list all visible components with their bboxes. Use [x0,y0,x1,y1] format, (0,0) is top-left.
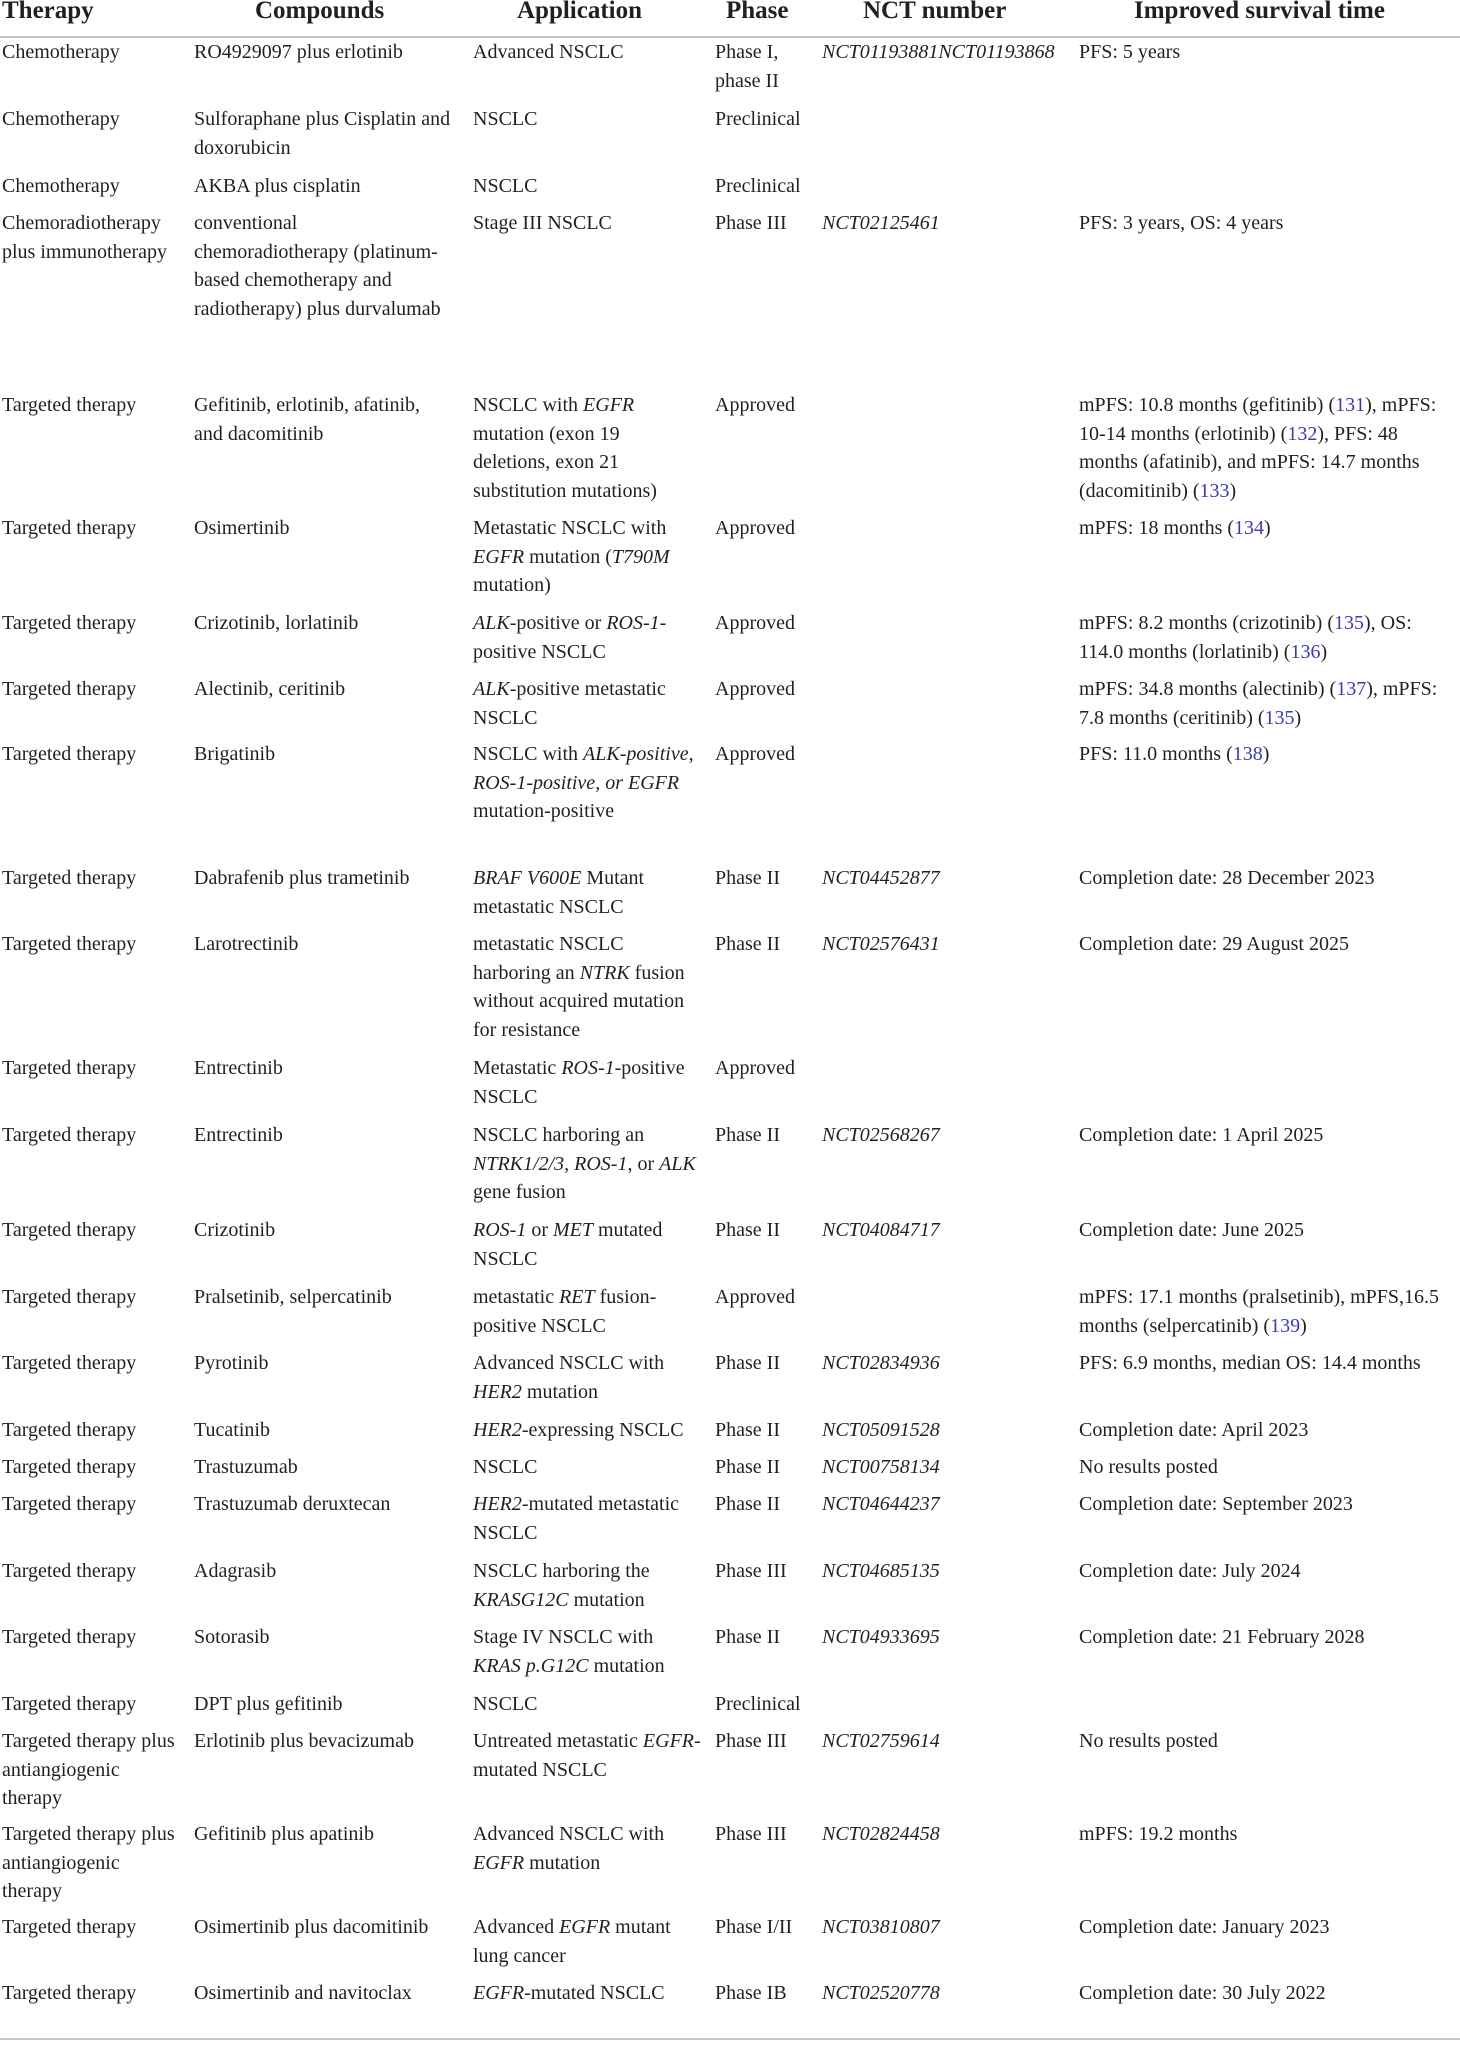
cell-application: ALK-positive metastatic NSCLC [473,678,666,729]
cell-therapy: Targeted therapy [2,1057,137,1079]
cell-application: NSCLC [473,175,538,197]
cell-application: EGFR-mutated NSCLC [473,1982,665,2004]
header-application: Application [517,0,643,24]
cell-therapy: Targeted therapy [2,1419,137,1441]
cell-therapy: Targeted therapy [2,1219,137,1241]
cell-application: Advanced EGFR mutant lung cancer [473,1916,671,1967]
cell-application: NSCLC [473,1693,538,1715]
cell-compounds: Erlotinib plus bevacizumab [194,1730,414,1752]
cell-therapy: Targeted therapy [2,1456,137,1478]
table-header [0,0,1460,38]
cell-survival: Completion date: April 2023 [1079,1419,1309,1441]
cell-application: Metastatic ROS-1-positive NSCLC [473,1057,685,1108]
cell-compounds: Trastuzumab deruxtecan [194,1493,391,1515]
cell-survival: mPFS: 10.8 months (gefitinib) (131), mPFS: 10-14 months (erlotinib) (132), PFS: 48 months (afatinib), and mPFS: 14.7 months (dacomitinib) (133) [1079,394,1437,502]
cell-compounds: Pyrotinib [194,1352,269,1374]
cell-phase: Phase II [715,1124,780,1146]
cell-compounds: Tucatinib [194,1419,270,1441]
cell-therapy: Targeted therapy [2,394,137,416]
cell-survival: Completion date: July 2024 [1079,1560,1301,1582]
cell-compounds: Crizotinib [194,1219,276,1241]
cell-application: ROS-1 or MET mutated NSCLC [473,1219,663,1270]
cell-nct: NCT02759614 [822,1730,940,1752]
cell-compounds: Larotrectinib [194,933,299,955]
cell-survival: Completion date: January 2023 [1079,1916,1330,1938]
cell-phase: Phase II [715,1626,780,1648]
cell-nct: NCT04644237 [822,1493,940,1515]
cell-compounds: Osimertinib [194,517,290,539]
cell-survival: Completion date: 21 February 2028 [1079,1626,1365,1648]
cell-survival: Completion date: 30 July 2022 [1079,1982,1326,2004]
cell-survival: Completion date: June 2025 [1079,1219,1304,1241]
header-compounds: Compounds [255,0,385,24]
cell-phase: Phase III [715,212,787,234]
cell-phase: Approved [715,394,795,416]
cell-therapy: Chemotherapy [2,108,120,130]
cell-phase: Preclinical [715,1693,801,1715]
cell-survival: mPFS: 19.2 months [1079,1823,1238,1845]
cell-nct: NCT02824458 [822,1823,940,1845]
cell-phase: Phase III [715,1823,787,1845]
table-bottom-rule [0,2038,1460,2040]
cell-survival: mPFS: 34.8 months (alectinib) (137), mPFS: 7.8 months (ceritinib) (135) [1079,678,1438,729]
cell-compounds: Alectinib, ceritinib [194,678,346,700]
cell-application: ALK-positive or ROS-1-positive NSCLC [473,612,667,663]
cell-phase: Approved [715,743,795,765]
cell-application: NSCLC [473,108,538,130]
cell-survival: PFS: 6.9 months, median OS: 14.4 months [1079,1352,1421,1374]
cell-therapy: Targeted therapy [2,612,137,634]
cell-application: NSCLC [473,1456,538,1478]
cell-therapy: Targeted therapy [2,1493,137,1515]
cell-therapy: Targeted therapy plus antiangiogenic therapy [2,1823,175,1903]
cell-application: BRAF V600E Mutant metastatic NSCLC [473,867,645,918]
cell-application: Advanced NSCLC with HER2 mutation [473,1352,665,1403]
cell-therapy: Targeted therapy [2,1560,137,1582]
cell-nct: NCT02576431 [822,933,940,955]
cell-therapy: Targeted therapy [2,1982,137,2004]
cell-nct: NCT02834936 [822,1352,940,1374]
cell-therapy: Targeted therapy [2,517,137,539]
cell-survival: No results posted [1079,1730,1218,1752]
cell-phase: Phase IB [715,1982,787,2004]
cell-therapy: Targeted therapy [2,1626,137,1648]
cell-phase: Phase II [715,867,780,889]
cell-nct: NCT04452877 [822,867,940,889]
cell-application: Advanced NSCLC with EGFR mutation [473,1823,665,1874]
cell-survival: PFS: 11.0 months (138) [1079,743,1270,765]
cell-application: HER2-expressing NSCLC [473,1419,684,1441]
cell-survival: No results posted [1079,1456,1218,1478]
cell-phase: Phase II [715,1419,780,1441]
cell-nct: NCT02568267 [822,1124,940,1146]
header-survival: Improved survival time [1134,0,1385,24]
cell-therapy: Targeted therapy [2,743,137,765]
cell-compounds: Gefitinib, erlotinib, afatinib, and dacomitinib [194,394,421,445]
cell-phase: Approved [715,1057,795,1079]
cell-compounds: Osimertinib and navitoclax [194,1982,412,2004]
cell-phase: Approved [715,612,795,634]
cell-phase: Approved [715,678,795,700]
header-therapy: Therapy [2,0,94,24]
cell-phase: Phase III [715,1560,787,1582]
cell-application: Stage IV NSCLC with KRAS p.G12C mutation [473,1626,665,1677]
cell-therapy: Chemotherapy [2,41,120,63]
cell-therapy: Targeted therapy plus antiangiogenic therapy [2,1730,175,1810]
cell-compounds: Dabrafenib plus trametinib [194,867,410,889]
cell-application: metastatic NSCLC harboring an NTRK fusion without acquired mutation for resistance [473,933,685,1041]
cell-phase: Phase I/II [715,1916,793,1938]
cell-phase: Phase III [715,1730,787,1752]
cell-compounds: Pralsetinib, selpercatinib [194,1286,392,1308]
cell-therapy: Targeted therapy [2,1693,137,1715]
cell-therapy: Chemotherapy [2,175,120,197]
cell-therapy: Targeted therapy [2,1916,137,1938]
cell-therapy: Targeted therapy [2,1352,137,1374]
cell-survival: mPFS: 18 months (134) [1079,517,1271,539]
cell-phase: Phase II [715,1352,780,1374]
cell-compounds: Brigatinib [194,743,276,765]
header-nct: NCT number [863,0,1007,24]
cell-application: HER2-mutated metastatic NSCLC [473,1493,680,1544]
cell-phase: Preclinical [715,175,801,197]
cell-survival: PFS: 5 years [1079,41,1181,63]
cell-nct: NCT04685135 [822,1560,940,1582]
cell-application: Advanced NSCLC [473,41,624,63]
cell-survival: Completion date: 29 August 2025 [1079,933,1349,955]
cell-compounds: Sulforaphane plus Cisplatin and doxorubicin [194,108,451,159]
cell-compounds: Gefitinib plus apatinib [194,1823,374,1845]
cell-application: metastatic RET fusion-positive NSCLC [473,1286,657,1337]
cell-phase: Phase II [715,1493,780,1515]
cell-survival: mPFS: 8.2 months (crizotinib) (135), OS: 114.0 months (lorlatinib) (136) [1079,612,1412,663]
cell-application: NSCLC harboring the KRASG12C mutation [473,1560,650,1611]
cell-therapy: Targeted therapy [2,867,137,889]
cell-phase: Approved [715,1286,795,1308]
cell-compounds: Crizotinib, lorlatinib [194,612,359,634]
cell-nct: NCT02520778 [822,1982,940,2004]
cell-survival: mPFS: 17.1 months (pralsetinib), mPFS,16.5 months (selpercatinib) (139) [1079,1286,1440,1337]
cell-phase: Phase II [715,1456,780,1478]
cell-compounds: Osimertinib plus dacomitinib [194,1916,429,1938]
cell-survival: Completion date: 28 December 2023 [1079,867,1375,889]
cell-therapy: Targeted therapy [2,933,137,955]
cell-phase: Preclinical [715,108,801,130]
cell-application: Stage III NSCLC [473,212,612,234]
cell-nct: NCT02125461 [822,212,940,234]
cell-nct: NCT04933695 [822,1626,940,1648]
cell-phase: Approved [715,517,795,539]
cell-nct: NCT01193881NCT01193868 [822,41,1055,63]
cell-survival: Completion date: 1 April 2025 [1079,1124,1324,1146]
cell-survival: PFS: 3 years, OS: 4 years [1079,212,1284,234]
cell-nct: NCT04084717 [822,1219,940,1241]
cell-application: Metastatic NSCLC with EGFR mutation (T790M mutation) [473,517,670,597]
cell-compounds: Trastuzumab [194,1456,298,1478]
cell-therapy: Targeted therapy [2,678,137,700]
cell-application: NSCLC with EGFR mutation (exon 19 deletions, exon 21 substitution mutations) [473,394,657,502]
cell-therapy: Targeted therapy [2,1124,137,1146]
cell-application: NSCLC harboring an NTRK1/2/3, ROS-1, or ALK gene fusion [473,1124,696,1204]
cell-nct: NCT05091528 [822,1419,940,1441]
cell-application: Untreated metastatic EGFR-mutated NSCLC [473,1730,701,1781]
cell-compounds: DPT plus gefitinib [194,1693,343,1715]
cell-nct: NCT03810807 [822,1916,940,1938]
cell-phase: Phase II [715,933,780,955]
cell-compounds: RO4929097 plus erlotinib [194,41,403,63]
cell-compounds: Adagrasib [194,1560,277,1582]
header-phase: Phase [726,0,789,24]
cell-compounds: Sotorasib [194,1626,270,1648]
cell-phase: Phase I, phase II [715,41,779,92]
cell-compounds: conventional chemoradiotherapy (platinum-based chemotherapy and radiotherapy) plus durvalumab [194,212,441,320]
cell-application: NSCLC with ALK-positive, ROS-1-positive, or EGFR mutation-positive [473,743,694,823]
cell-nct: NCT00758134 [822,1456,940,1478]
cell-compounds: AKBA plus cisplatin [194,175,361,197]
cell-therapy: Targeted therapy [2,1286,137,1308]
cell-compounds: Entrectinib [194,1124,283,1146]
cell-compounds: Entrectinib [194,1057,283,1079]
cell-survival: Completion date: September 2023 [1079,1493,1353,1515]
cell-phase: Phase II [715,1219,780,1241]
cell-therapy: Chemoradiotherapy plus immunotherapy [2,212,167,263]
